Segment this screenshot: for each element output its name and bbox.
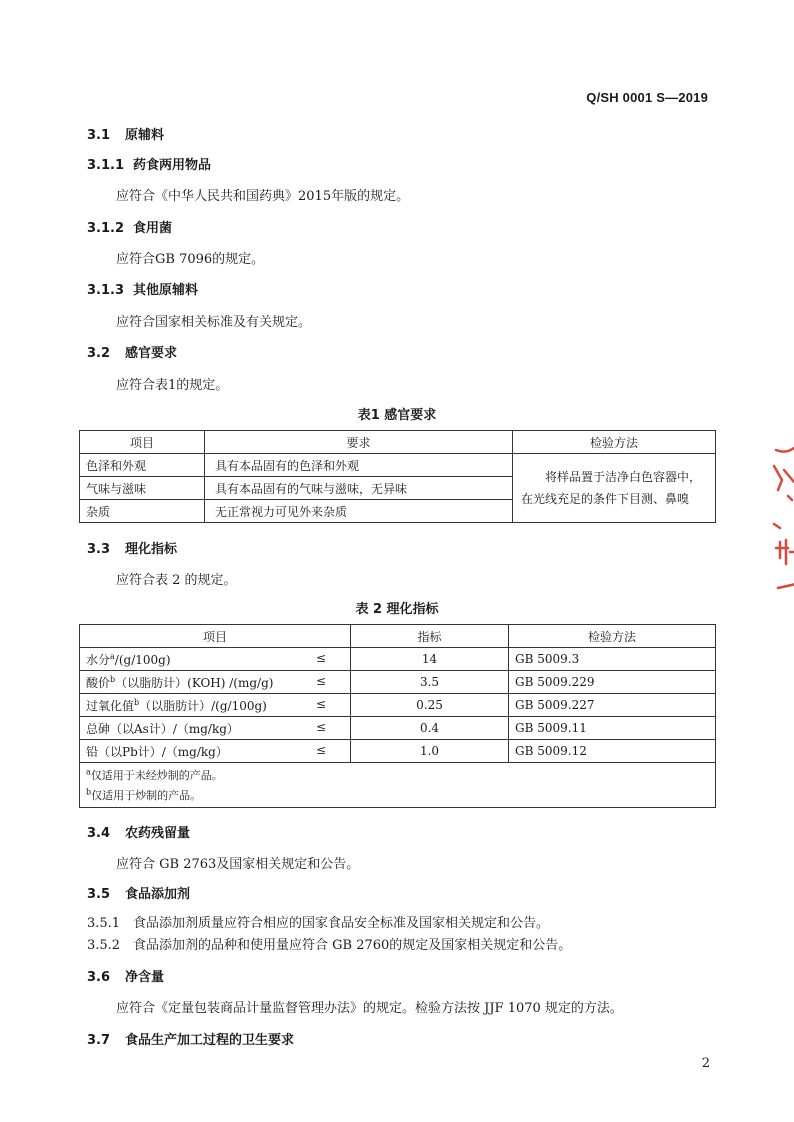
table-header: 要求 — [205, 431, 513, 454]
table-cell-method: GB 5009.229 — [509, 671, 716, 694]
table-cell-item: 杂质 — [80, 500, 205, 523]
method-text: 将样品置于洁净白色容器中，在光线充足的条件下目测、鼻嗅 — [521, 470, 702, 506]
table-cell-method — [513, 454, 716, 523]
table-cell-item: 铅（以Pb计）/（mg/kg） ≤ — [80, 740, 351, 763]
table1-caption: 表1 感官要求 — [357, 408, 437, 423]
heading-3-7: 3.7 食品生产加工过程的卫生要求 — [87, 1033, 295, 1048]
table-note: $^a$仅适用于未经炒制的产品。 — [80, 763, 716, 786]
physicochemical-table — [79, 624, 716, 808]
heading-3-1-1: 3.1.1 药食两用物品 — [87, 158, 212, 173]
heading-3-1-2: 3.1.2 食用菌 — [87, 221, 173, 236]
table-cell-value: 14 — [351, 648, 509, 671]
table-row — [80, 454, 716, 477]
table-note-row — [80, 763, 716, 786]
table-cell-method: GB 5009.3 — [509, 648, 716, 671]
table-cell-item: 酸价$^b$（以脂肪计）(KOH) /(mg/g) ≤ — [80, 671, 351, 694]
table-cell-item: 水分$^a$/(g/100g) ≤ — [80, 648, 351, 671]
table-cell-item: 过氧化值$^b$（以脂肪计）/(g/100g) ≤ — [80, 694, 351, 717]
table-row — [80, 717, 716, 740]
paragraph-3-1-3: 应符合国家相关标准及有关规定。 — [116, 315, 312, 330]
seal-stamp-fragment — [768, 440, 794, 610]
table-row — [80, 740, 716, 763]
table-note: $^b$仅适用于炒制的产品。 — [80, 785, 716, 808]
heading-3-2: 3.2 感官要求 — [87, 346, 178, 361]
table2-caption: 表 2 理化指标 — [355, 602, 439, 617]
table-header: 指标 — [351, 625, 509, 648]
table-cell-method: GB 5009.227 — [509, 694, 716, 717]
table-cell-item: 气味与滋味 — [80, 477, 205, 500]
paragraph-3-1-1: 应符合《中华人民共和国药典》2015年版的规定。 — [116, 189, 410, 204]
table-cell-item: 总砷（以As计）/（mg/kg） ≤ — [80, 717, 351, 740]
heading-3-6: 3.6 净含量 — [87, 970, 165, 985]
table-cell-value: 0.25 — [351, 694, 509, 717]
paragraph-3-3: 应符合表 2 的规定。 — [116, 573, 237, 588]
paragraph-3-4: 应符合 GB 2763及国家相关规定和公告。 — [116, 857, 360, 872]
table-cell-value: 0.4 — [351, 717, 509, 740]
table-cell-method: GB 5009.11 — [509, 717, 716, 740]
heading-3-5: 3.5 食品添加剂 — [87, 887, 191, 902]
paragraph-3-5-1: 3.5.1 食品添加剂质量应符合相应的国家食品安全标准及国家相关规定和公告。 — [87, 916, 550, 931]
table-header: 项目 — [80, 625, 351, 648]
table-header: 项目 — [80, 431, 205, 454]
sensory-table — [79, 430, 716, 523]
table-row — [80, 694, 716, 717]
table-header: 检验方法 — [509, 625, 716, 648]
table-header-row — [80, 431, 716, 454]
page-number: 2 — [701, 1056, 710, 1071]
paragraph-3-1-2: 应符合GB 7096的规定。 — [116, 252, 265, 267]
table-cell-item: 色泽和外观 — [80, 454, 205, 477]
table-header: 检验方法 — [513, 431, 716, 454]
heading-3-1-3: 3.1.3 其他原辅料 — [87, 283, 199, 298]
paragraph-3-2: 应符合表1的规定。 — [116, 378, 229, 393]
table-row — [80, 648, 716, 671]
heading-3-1: 3.1 原辅料 — [87, 128, 165, 143]
table-row — [80, 671, 716, 694]
table-note-row — [80, 785, 716, 808]
document-code: Q/SH 0001 S—2019 — [586, 90, 708, 105]
table-cell-requirement: 具有本品固有的气味与滋味，无异味 — [205, 477, 513, 500]
paragraph-3-6: 应符合《定量包装商品计量监督管理办法》的规定。检验方法按 JJF 1070 规定的方法。 — [116, 1001, 623, 1016]
paragraph-3-5-2: 3.5.2 食品添加剂的品种和使用量应符合 GB 2760的规定及国家相关规定和公告。 — [87, 938, 572, 953]
table-cell-requirement: 无正常视力可见外来杂质 — [205, 500, 513, 523]
heading-3-3: 3.3 理化指标 — [87, 542, 178, 557]
heading-3-4: 3.4 农药残留量 — [87, 826, 191, 841]
table-cell-value: 1.0 — [351, 740, 509, 763]
table-cell-requirement: 具有本品固有的色泽和外观 — [205, 454, 513, 477]
table-header-row — [80, 625, 716, 648]
table-cell-value: 3.5 — [351, 671, 509, 694]
table-cell-method: GB 5009.12 — [509, 740, 716, 763]
